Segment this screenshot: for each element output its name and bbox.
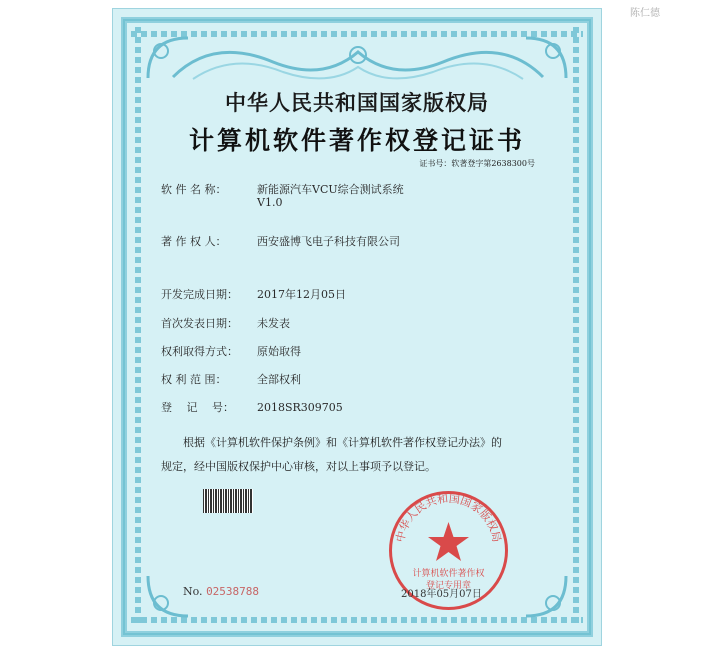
field-label: 著 作 权 人： bbox=[161, 235, 227, 248]
certificate bbox=[112, 8, 602, 646]
seal-star-icon bbox=[428, 522, 469, 561]
field-value: 新能源汽车VCU综合测试系统 bbox=[257, 183, 404, 196]
field-value: 未发表 bbox=[257, 317, 290, 330]
field-value: 2018SR309705 bbox=[257, 401, 343, 414]
field-value: V1.0 bbox=[257, 196, 283, 209]
certificate-title: 计算机软件著作权登记证书 bbox=[188, 126, 525, 155]
field-label: 开发完成日期： bbox=[161, 288, 238, 301]
field-registration-number bbox=[161, 399, 343, 415]
corner-ornament-icon bbox=[143, 33, 193, 83]
field-label: 登 记 号： bbox=[161, 401, 234, 414]
certificate-number: 证书号：软著登字第2638300号 bbox=[419, 159, 535, 168]
field-software-version bbox=[161, 196, 282, 209]
statement-line-1: 根据《计算机软件保护条例》和《计算机软件著作权登记办法》的 bbox=[183, 436, 502, 449]
bottom-border-pattern bbox=[131, 617, 583, 623]
field-publish-date bbox=[161, 315, 290, 331]
serial-value: 02538788 bbox=[206, 585, 260, 598]
field-label: 首次发表日期： bbox=[161, 317, 238, 330]
field-label: 软 件 名 称： bbox=[161, 183, 227, 196]
field-completion-date bbox=[161, 286, 346, 302]
issue-date: 2018年05月07日 bbox=[401, 589, 482, 600]
field-acquisition-method bbox=[161, 343, 301, 359]
corner-ornament-icon bbox=[521, 571, 571, 621]
barcode bbox=[203, 489, 253, 513]
field-software-name bbox=[161, 181, 404, 197]
field-rights-scope bbox=[161, 371, 301, 387]
field-value: 西安盛博飞电子科技有限公司 bbox=[257, 235, 400, 248]
field-value: 原始取得 bbox=[257, 345, 301, 358]
seal-center-line-2: 登记专用章 bbox=[425, 581, 472, 591]
field-label: 权利取得方式： bbox=[161, 345, 238, 358]
serial-label: No. bbox=[183, 585, 203, 598]
field-label: 权 利 范 围： bbox=[161, 373, 227, 386]
top-ornament-icon bbox=[153, 37, 563, 89]
issuing-authority: 中华人民共和国国家版权局 bbox=[225, 90, 489, 115]
handwritten-mark: 陈仁德 bbox=[630, 8, 660, 19]
statement-line-2: 规定，经中国版权保护中心审核，对以上事项予以登记。 bbox=[161, 460, 436, 473]
seal-ring-text: 中华人民共和国国家版权局 bbox=[393, 492, 504, 544]
field-value: 全部权利 bbox=[257, 373, 301, 386]
field-copyright-owner bbox=[161, 233, 400, 249]
corner-ornament-icon bbox=[521, 33, 571, 83]
seal-center-line-1: 计算机软件著作权 bbox=[412, 569, 485, 579]
serial-number bbox=[183, 585, 259, 598]
left-border-pattern bbox=[135, 27, 141, 627]
right-border-pattern bbox=[573, 27, 579, 627]
field-value: 2017年12月05日 bbox=[257, 288, 346, 301]
